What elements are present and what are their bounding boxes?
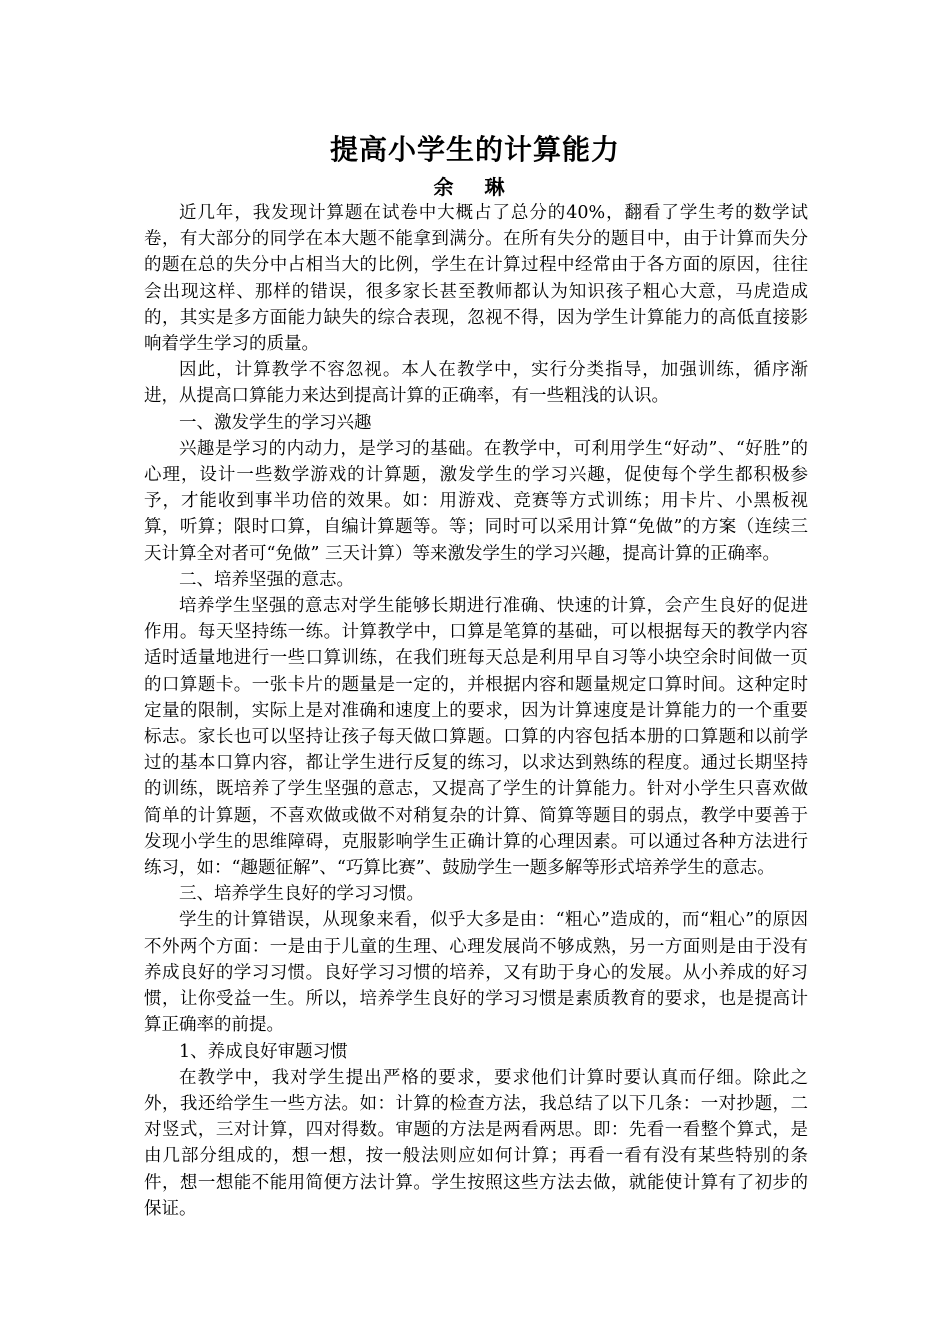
document-author: 余 琳 <box>433 175 517 199</box>
section-heading-2: 二、培养坚强的意志。 <box>179 569 354 590</box>
section-heading-1: 一、激发学生的学习兴趣 <box>179 412 372 433</box>
paragraph-interest: 兴趣是学习的内动力，是学习的基础。在教学中，可利用学生“好动”、“好胜”的心理，设计一些数学游戏的计算题，激发学生的学习兴趣，促使每个学生都积极参予，才能收到事半功倍的效果。如：用游戏、竞赛等方式训练；用卡片、小黑板视算，听算；限时口算，自编计算题等。等；同时可以采用计算“免做”的方案（连续三天计算全对者可“免做” 三天计算）等来激发学生的学习兴趣，提高计算的正确率。 <box>144 438 808 564</box>
subsection-heading-1: 1、养成良好审题习惯 <box>179 1041 348 1062</box>
paragraph-review-habits: 在教学中，我对学生提出严格的要求，要求他们计算时要认真而仔细。除此之外，我还给学生一些方法。如：计算的检查方法，我总结了以下几条：一对抄题，二对竖式，三对计算，四对得数。审题的方法是两看两思。即：先看一看整个算式，是由几部分组成的，想一想，按一般法则应如何计算；再看一看有没有某些特别的条件，想一想能不能用简便方法计算。学生按照这些方法去做，就能使计算有了初步的保证。 <box>144 1067 808 1219</box>
document-title: 提高小学生的计算能力 <box>329 133 620 166</box>
paragraph-willpower: 培养学生坚强的意志对学生能够长期进行准确、快速的计算，会产生良好的促进作用。每天坚持练一练。计算教学中，口算是笔算的基础，可以根据每天的教学内容适时适量地进行一些口算训练，在我们班每天总是利用早自习等小块空余时间做一页的口算题卡。一张卡片的题量是一定的，并根据内容和题量规定口算时间。这种定时定量的限制，实际上是对准确和速度上的要求，因为计算速度是计算能力的一个重要标志。家长也可以坚持让孩子每天做口算题。口算的内容包括本册的口算题和以前学过的基本口算内容，都让学生进行反复的练习，以求达到熟练的程度。通过长期坚持的训练，既培养了学生坚强的意志，又提高了学生的计算能力。针对小学生只喜欢做简单的计算题，不喜欢做或做不对稍复杂的计算、简算等题目的弱点，教学中要善于发现小学生的思维障碍，克服影响学生正确计算的心理因素。可以通过各种方法进行练习，如：“趣题征解”、“巧算比赛”、鼓励学生一题多解等形式培养学生的意志。 <box>144 596 808 879</box>
section-heading-3: 三、培养学生良好的学习习惯。 <box>179 884 424 905</box>
document-body <box>144 200 808 1222</box>
paragraph-habits: 学生的计算错误，从现象来看，似乎大多是由：“粗心”造成的，而“粗心”的原因不外两个方面：一是由于儿童的生理、心理发展尚不够成熟，另一方面则是由于没有养成良好的学习习惯。良好学习习惯的培养，又有助于身心的发展。从小养成的好习惯，让你受益一生。所以，培养学生良好的学习习惯是素质教育的要求，也是提高计算正确率的前提。 <box>144 910 808 1036</box>
paragraph-overview: 因此，计算教学不容忽视。本人在教学中，实行分类指导，加强训练，循序渐进，从提高口算能力来达到提高计算的正确率，有一些粗浅的认识。 <box>144 360 808 407</box>
paragraph-intro: 近几年，我发现计算题在试卷中大概占了总分的40%，翻看了学生考的数学试卷，有大部分的同学在本大题不能拿到满分。在所有失分的题目中，由于计算而失分的题在总的失分中占相当大的比例，学生在计算过程中经常由于各方面的原因，往往会出现这样、那样的错误，很多家长甚至教师都认为知识孩子粗心大意，马虎造成的，其实是多方面能力缺失的综合表现，忽视不得，因为学生计算能力的高低直接影响着学生学习的质量。 <box>144 203 808 355</box>
